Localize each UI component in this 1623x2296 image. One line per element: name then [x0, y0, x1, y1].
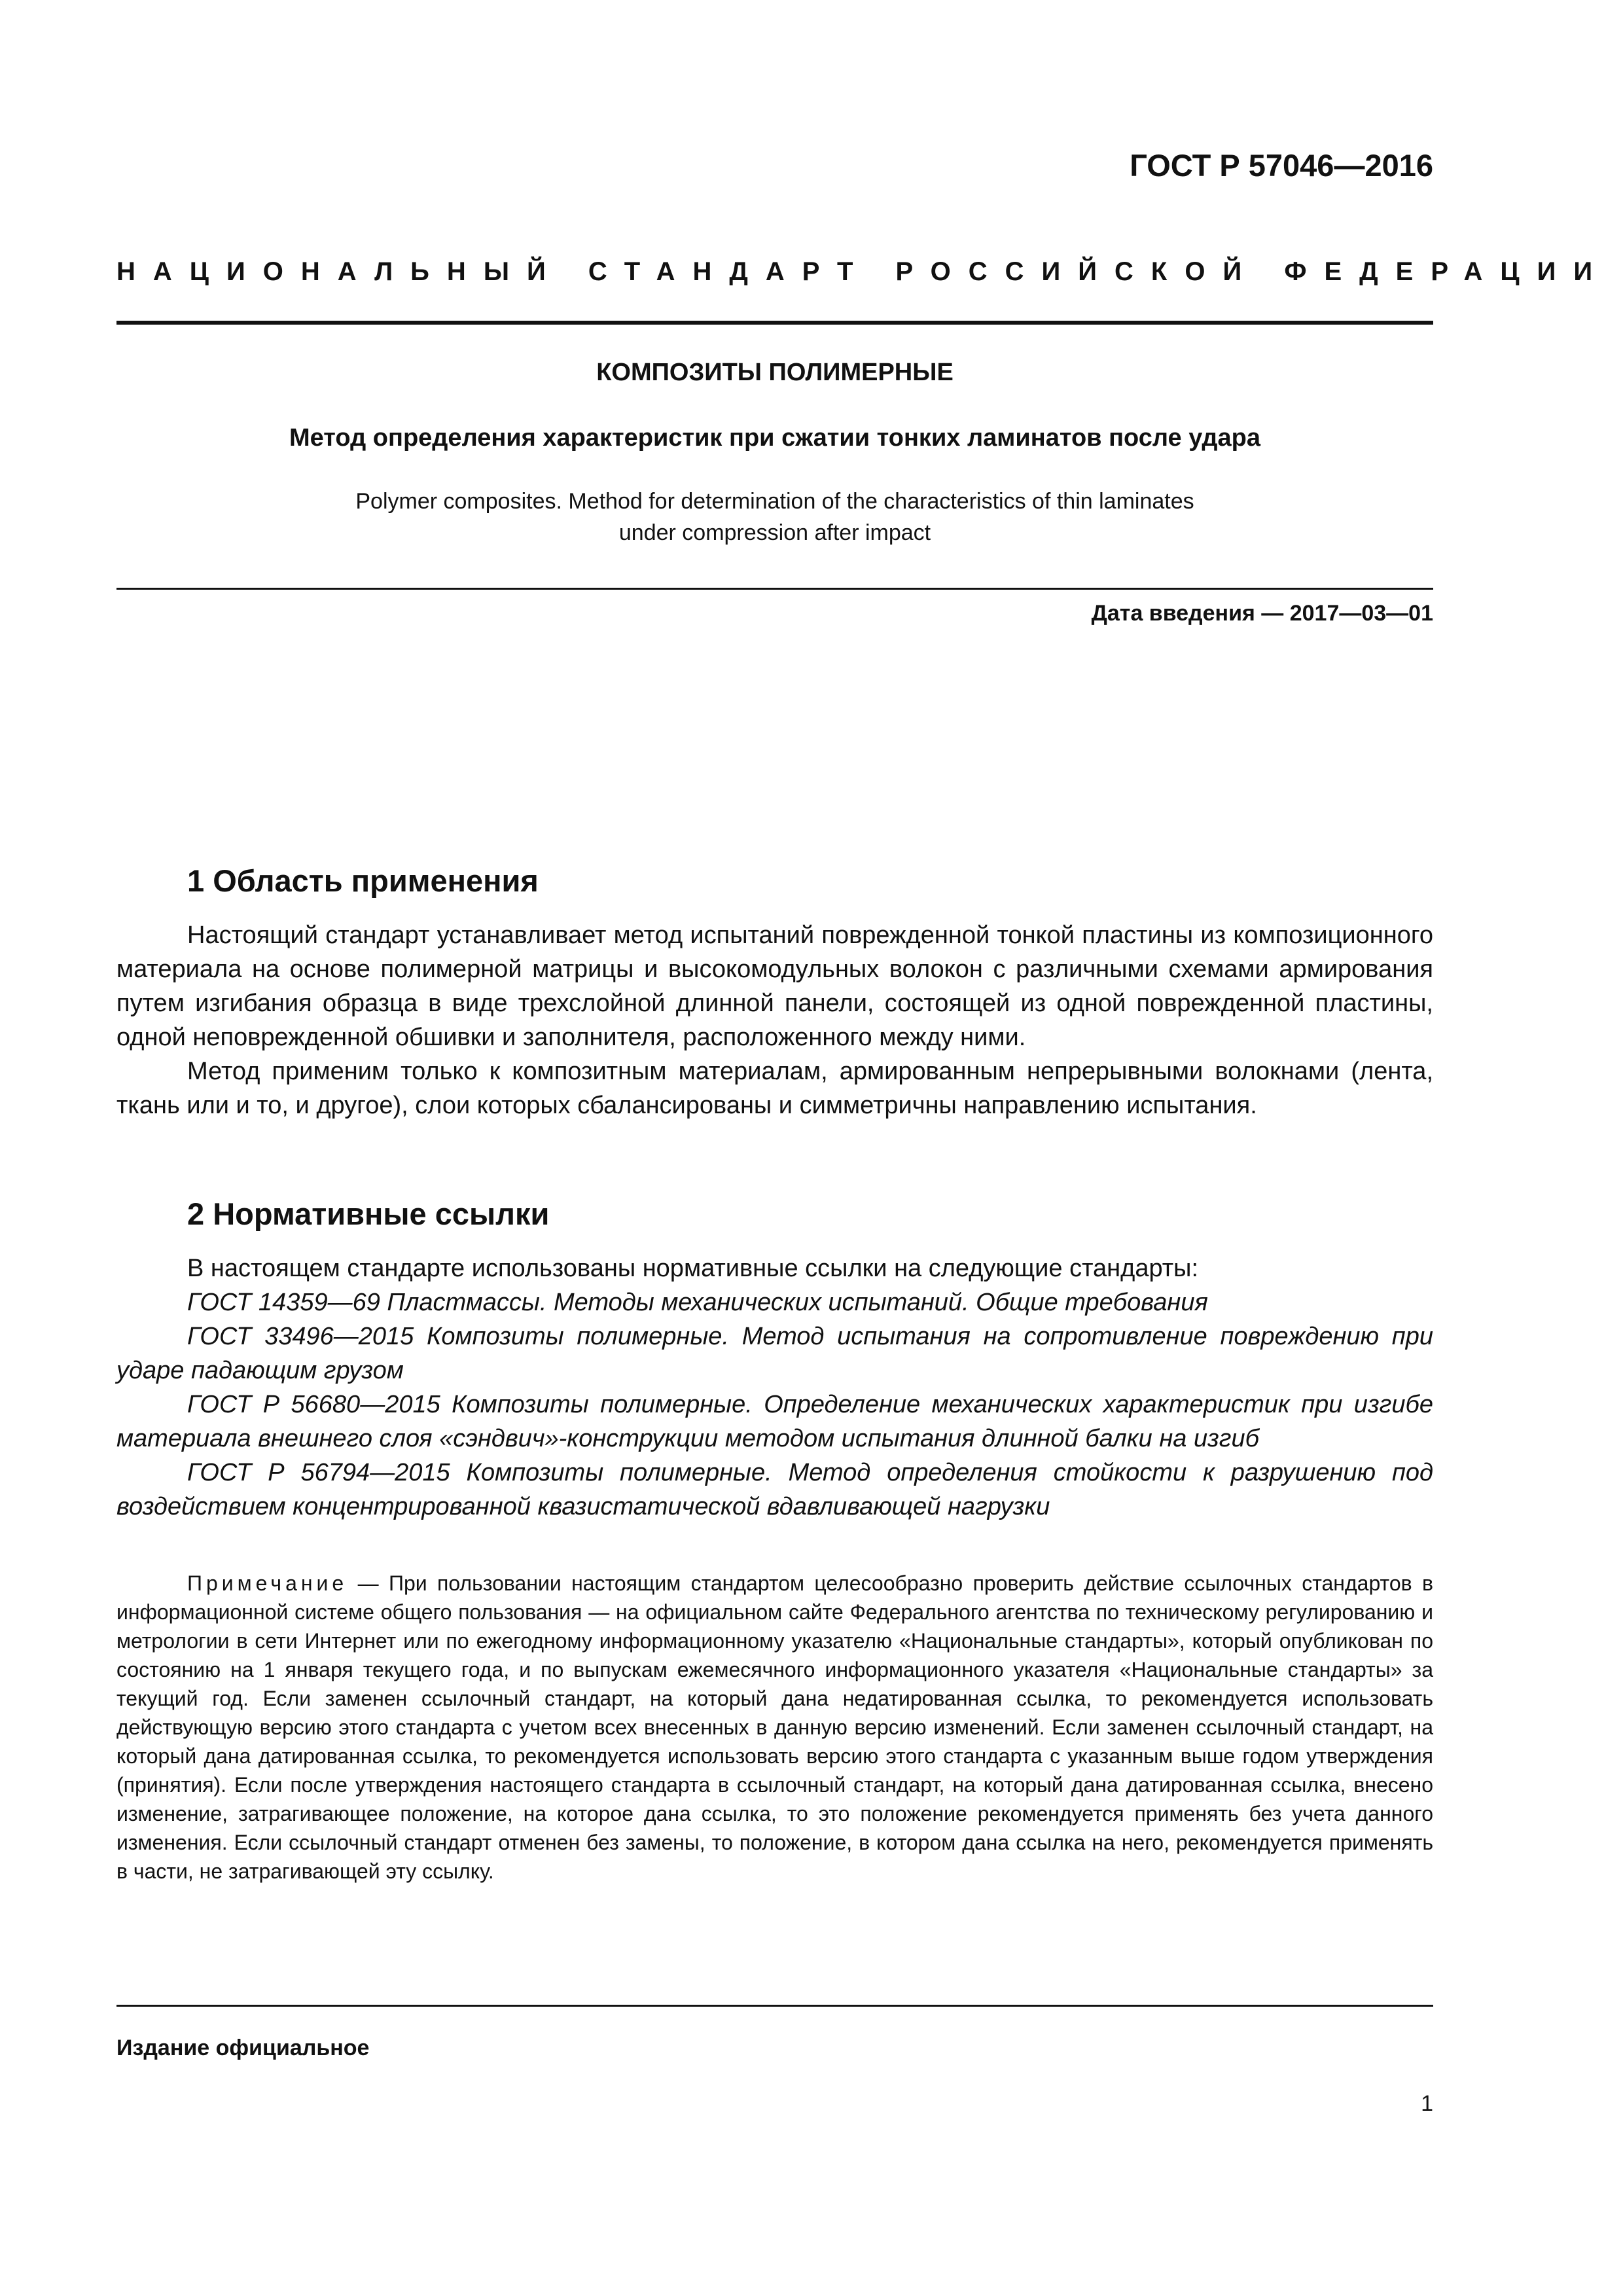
page-number: 1: [1421, 2091, 1433, 2116]
english-title-line-2: under compression after impact: [618, 520, 931, 545]
scope-paragraph-1: Настоящий стандарт устанавливает метод испытаний поврежденной тонкой пластины из композиционного материала на основе полимерной матрицы и высокомодульных волокон с различными схемами армирования путем изгибания образца в виде трехслойной длинной панели, состоящей из одной поврежденной пластины, одной неповрежденной обшивки и заполнителя, расположенного между ними.: [116, 922, 1433, 1051]
english-title-line-1: Polymer composites. Method for determination of the characteristics of thin laminates: [355, 489, 1194, 514]
document-title: КОМПОЗИТЫ ПОЛИМЕРНЫЕ: [596, 359, 954, 386]
standard-type-heading: НАЦИОНАЛЬНЫЙ СТАНДАРТ РОССИЙСКОЙ ФЕДЕРАЦИИ: [116, 257, 1611, 286]
header-divider: [116, 321, 1433, 325]
title-divider: [116, 588, 1433, 590]
edition-label: Издание официальное: [116, 2036, 370, 2060]
section-normative-references: [116, 1196, 1433, 1524]
reference-item: ГОСТ 14359—69 Пластмассы. Методы механических испытаний. Общие требования: [187, 1289, 1208, 1316]
section-1-heading: 1 Область применения: [187, 863, 539, 898]
document-number: ГОСТ Р 57046—2016: [1130, 148, 1433, 183]
introduction-date: Дата введения — 2017—03—01: [1091, 601, 1433, 626]
note-text: — При пользовании настоящим стандартом целесообразно проверить действие ссылочных стандартов в информационной системе общего пользования — на официальном сайте Федерального агентства по техническому регулированию и метрологии в сети Интернет или по ежегодному информационному указателю «Национальные стандарты», который опубликован по состоянию на 1 января текущего года, и по выпускам ежемесячного информационного указателя «Национальные стандарты» за текущий год. Если заменен ссылочный стандарт, на который дана недатированная ссылка, то рекомендуется использовать действующую версию этого стандарта с учетом всех внесенных в данную версию изменений. Если заменен ссылочный стандарт, на который дана датированная ссылка, то рекомендуется использовать версию этого стандарта с указанным выше годом утверждения (принятия). Если после утверждения настоящего стандарта в ссылочный стандарт, на который дана датированная ссылка, внесено изменение, затрагивающее положение, на которое дана ссылка, то это положение рекомендуется применять без учета данного изменения. Если ссылочный стандарт отменен без замены, то положение, в котором дана ссылка на него, рекомендуется применять в части, не затрагивающей эту ссылку.: [116, 1571, 1433, 1883]
reference-item: ГОСТ Р 56680—2015 Композиты полимерные. Определение механических характеристик при изгибе материала внешнего слоя «сэндвич»-конструкции методом испытания длинной балки на изгиб: [116, 1391, 1433, 1452]
references-intro: В настоящем стандарте использованы нормативные ссылки на следующие стандарты:: [187, 1255, 1199, 1282]
document-subtitle: Метод определения характеристик при сжатии тонких ламинатов после удара: [289, 424, 1260, 452]
reference-item: ГОСТ Р 56794—2015 Композиты полимерные. Метод определения стойкости к разрушению под воздействием концентрированной квазистатической вдавливающей нагрузки: [116, 1459, 1433, 1520]
reference-item: ГОСТ 33496—2015 Композиты полимерные. Метод испытания на сопротивление повреждению при ударе падающим грузом: [116, 1323, 1433, 1384]
note-label: Примечание: [187, 1571, 348, 1595]
section-scope: [116, 863, 1433, 1122]
footer-divider: [116, 2005, 1433, 2007]
english-title: [116, 486, 1433, 548]
note-block: [116, 1569, 1433, 1886]
section-2-heading: 2 Нормативные ссылки: [187, 1196, 550, 1231]
scope-paragraph-2: Метод применим только к композитным материалам, армированным непрерывными волокнами (лента, ткань или и то, и другое), слои которых сбалансированы и симметричны направлению испытания.: [116, 1058, 1433, 1119]
